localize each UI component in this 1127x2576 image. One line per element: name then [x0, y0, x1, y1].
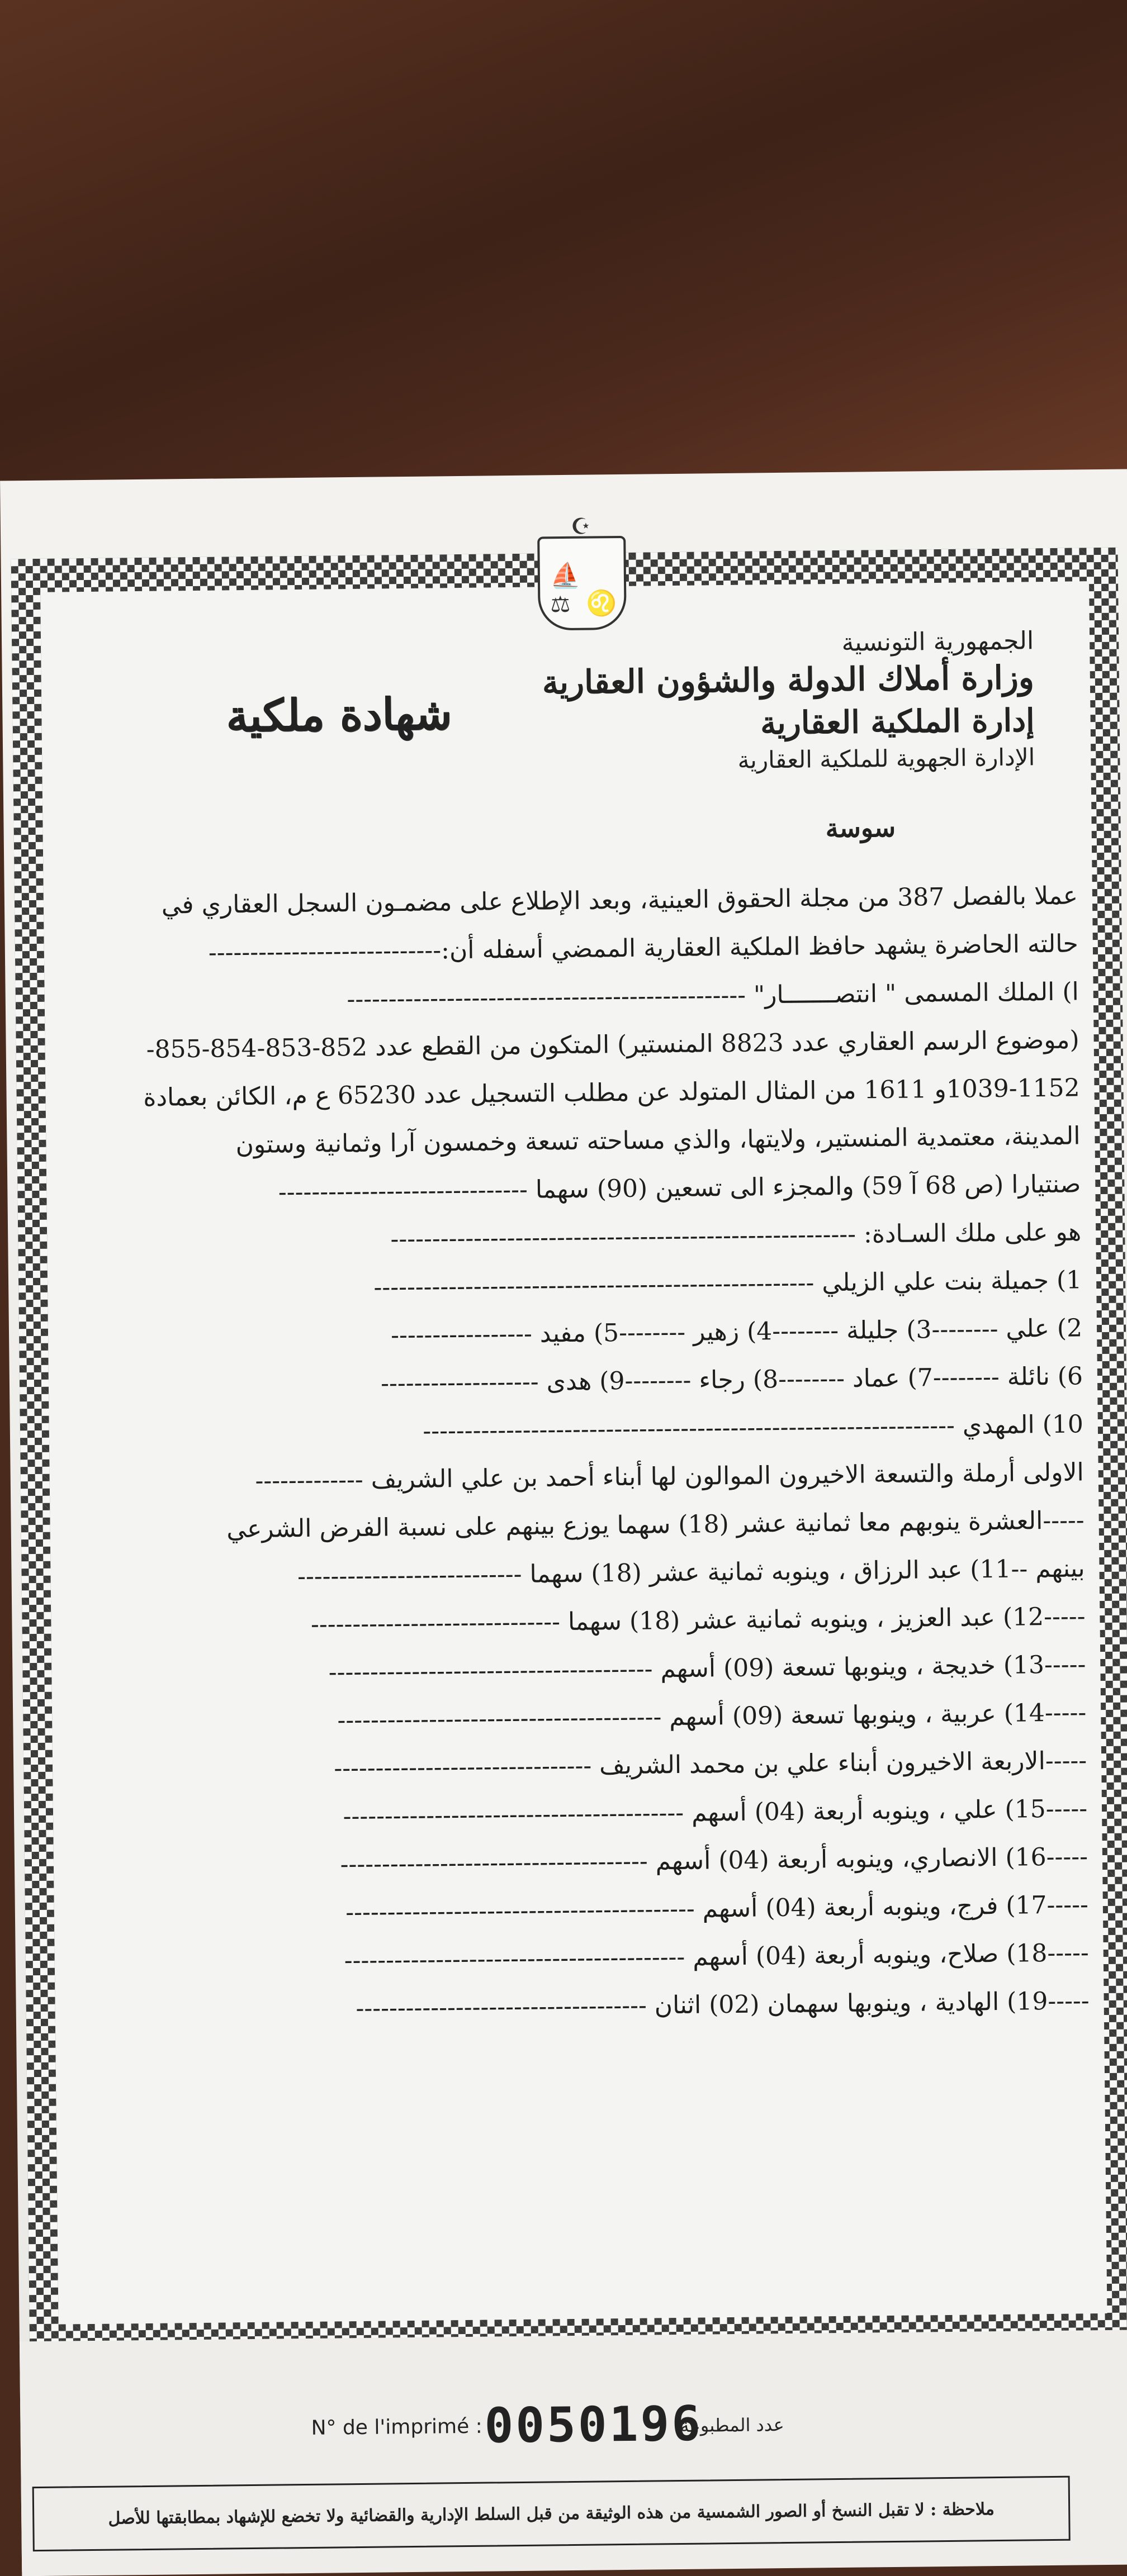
certificate-paper	[0, 469, 1127, 2572]
legal-note: ملاحظة : لا تقبل النسخ أو الصور الشمسية من هذه الوثيقة من قبل السلط الإدارية والقضائية ولا تخضع للإشهاد بمطابقتها للأصل	[32, 2476, 1071, 2551]
text-line: -----16) الانصاري، وينوبه أربعة (04) أسهم -------------------------------------	[340, 1842, 1088, 1879]
regional-office-name: الإدارة الجهوية للملكية العقارية	[737, 743, 1035, 774]
text-line: صنتيارا (ص 68 آ 59) والمجزء الى تسعين (90) سهما ------------------------------	[278, 1170, 1081, 1207]
text-line: عملا بالفصل 387 من مجلة الحقوق العينية، وبعد الإطلاع على مضمـون السجل العقاري في	[161, 881, 1078, 920]
text-line: -----14) عربية ، وينوبها تسعة (09) أسهم ---------------------------------------	[337, 1698, 1087, 1735]
ministry-name: وزارة أملاك الدولة والشؤون العقارية	[542, 658, 1035, 702]
text-line: 2) علي --------3) جليلة --------4) زهير --------5) مفيد -----------------	[390, 1314, 1083, 1350]
print-number-label: N° de l'imprimé :	[311, 2415, 483, 2440]
text-line: حالته الحاضرة يشهد حافظ الملكية العقارية الممضي أسفله أن:----------------------------	[208, 929, 1079, 967]
document-title: شهادة ملكية	[226, 688, 452, 742]
republic-name: الجمهورية التونسية	[841, 626, 1034, 657]
text-line: -----12) عبد العزيز ، وينوبه ثمانية عشر (18) سهما ------------------------------	[310, 1602, 1086, 1639]
tunisia-coat-of-arms-icon: ☪ ⛵ ⚖ ♌	[537, 536, 627, 631]
text-line: المدينة، معتمدية المنستير، ولايتها، والذي مساحته تسعة وخمسون آرا وثمانية وستون	[235, 1121, 1081, 1159]
text-line: -----17) فرج، وينوبه أربعة (04) أسهم ------------------------------------------	[345, 1890, 1089, 1927]
print-number-label-ar: عدد المطبوعة	[680, 2414, 784, 2437]
text-line: الاولى أرملة والتسعة الاخيرون الموالون لها أبناء أحمد بن علي الشريف -------------	[255, 1458, 1085, 1495]
text-line: 10) المهدي ----------------------------------------------------------------	[423, 1410, 1084, 1446]
text-line: هو على ملك السـادة: --------------------------------------------------------	[390, 1218, 1082, 1254]
text-line: ا) الملك المسمى " انتصـــــــار" ------------------------------------------------	[347, 977, 1079, 1014]
text-line: -----19) الهادية ، وينوبها سهمان (02) اثنان -----------------------------------	[356, 1986, 1090, 2023]
print-number: 0050196	[484, 2396, 703, 2454]
issuer-header	[531, 626, 1035, 776]
text-line: (موضوع الرسم العقاري عدد 8823 المنستير) المتكون من القطع عدد 852-853-854-855-	[146, 1025, 1079, 1064]
text-line: -----15) علي ، وينوبه أربعة (04) أسهم -----------------------------------------	[343, 1794, 1088, 1831]
text-line: 1039-1152و 1611 من المثال المتولد عن مطلب التسجيل عدد 65230 ع م، الكائن بعمادة	[143, 1073, 1080, 1112]
text-line: -----13) خديجة ، وينوبها تسعة (09) أسهم ---------------------------------------	[328, 1650, 1086, 1687]
text-line: 6) نائلة --------7) عماد --------8) رجاء --------9) هدى -------------------	[380, 1362, 1083, 1398]
text-line: بينهم --11) عبد الرزاق ، وينوبه ثمانية عشر (18) سهما ---------------------------	[297, 1554, 1085, 1591]
directorate-name: إدارة الملكية العقارية	[760, 702, 1035, 742]
table-surface	[0, 0, 1127, 503]
office-city: سوسة	[825, 812, 896, 844]
text-line: 1) جميلة بنت علي الزيلي -----------------------------------------------------	[373, 1266, 1082, 1302]
text-line: -----18) صلاح، وينوبه أربعة (04) أسهم -----------------------------------------	[344, 1938, 1090, 1975]
text-line: -----العشرة ينوبهم معا ثمانية عشر (18) سهما يوزع بينهم على نسبة الفرض الشرعي	[226, 1506, 1085, 1544]
text-line: -----الاربعة الاخيرون أبناء علي بن محمد الشريف -------------------------------	[334, 1746, 1087, 1783]
certificate-text	[55, 872, 1090, 2036]
